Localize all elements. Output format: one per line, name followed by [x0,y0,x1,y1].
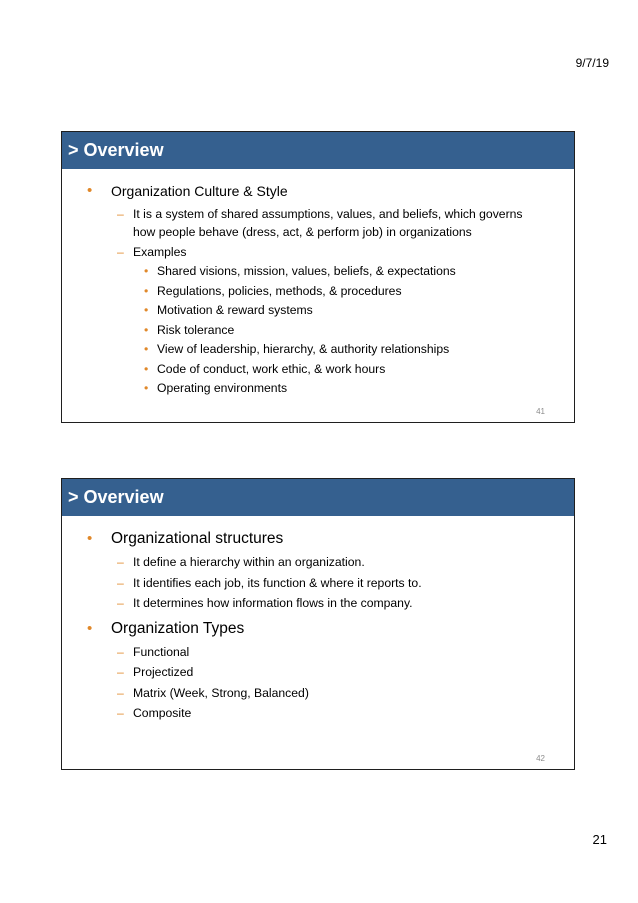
bullet-icon: • [144,303,149,317]
dash-icon: – [117,207,124,221]
section-heading: Organization Culture & Style [111,183,288,199]
type-text: Functional [133,644,190,659]
list-item [62,205,574,241]
list-item [62,379,574,399]
bullet-icon: • [87,530,93,547]
structure-text: It define a hierarchy within an organization. [133,555,365,569]
section-heading: Organizational structures [111,530,284,547]
page-number: 21 [592,832,607,847]
structure-text: It determines how information flows in the company. [133,596,413,610]
dash-icon: – [117,685,124,700]
example-text: Shared visions, mission, values, beliefs, & expectations [157,264,456,278]
bullet-icon: • [144,381,149,395]
list-item [62,282,574,302]
list-item [62,662,574,683]
list-item [62,552,574,573]
list-item [62,683,574,704]
dash-icon: – [117,245,124,259]
example-text: Regulations, policies, methods, & procedures [157,283,402,298]
slide-42 [61,478,575,770]
slide-body [62,181,574,399]
section-heading: Organization Types [111,619,245,637]
slide-41 [61,131,575,423]
bullet-icon: • [144,283,149,298]
dash-icon: – [117,575,124,590]
list-item [62,340,574,360]
list-item [62,642,574,663]
bullet-icon: • [144,322,149,337]
dash-icon: – [117,555,124,569]
example-text: Motivation & reward systems [157,303,313,317]
list-item [62,243,574,261]
bullet-icon: • [87,182,93,199]
list-item [62,181,574,201]
slide-number: 42 [536,754,545,763]
type-text: Composite [133,706,192,720]
example-text: Operating environments [157,381,288,395]
bullet-icon: • [144,361,149,376]
list-item [62,301,574,321]
example-text: View of leadership, hierarchy, & authority relationships [157,342,450,356]
dash-icon: – [117,644,124,659]
list-item [62,262,574,282]
bullet-icon: • [144,342,149,356]
slide-body [62,528,574,724]
examples-label: Examples [133,245,187,259]
definition-line: how people behave (dress, act, & perform job) in organizations [133,225,472,239]
list-item [62,618,574,640]
list-item [62,528,574,550]
bullet-icon: • [87,619,93,637]
structure-text: It identifies each job, its function & where it reports to. [133,575,422,590]
slide-title: > Overview [62,479,574,516]
list-item [62,573,574,594]
list-item [62,593,574,614]
slide-number: 41 [536,407,545,416]
dash-icon: – [117,706,124,720]
slide-title: > Overview [62,132,574,169]
example-text: Code of conduct, work ethic, & work hours [157,361,386,376]
list-item [62,703,574,724]
page-date: 9/7/19 [575,56,609,70]
dash-icon: – [117,596,124,610]
dash-icon: – [117,665,124,679]
list-item [62,321,574,341]
list-item [62,360,574,380]
example-text: Risk tolerance [157,322,235,337]
definition-line: It is a system of shared assumptions, values, and beliefs, which governs [133,207,523,221]
type-text: Matrix (Week, Strong, Balanced) [133,685,309,700]
bullet-icon: • [144,264,149,278]
type-text: Projectized [133,665,194,679]
